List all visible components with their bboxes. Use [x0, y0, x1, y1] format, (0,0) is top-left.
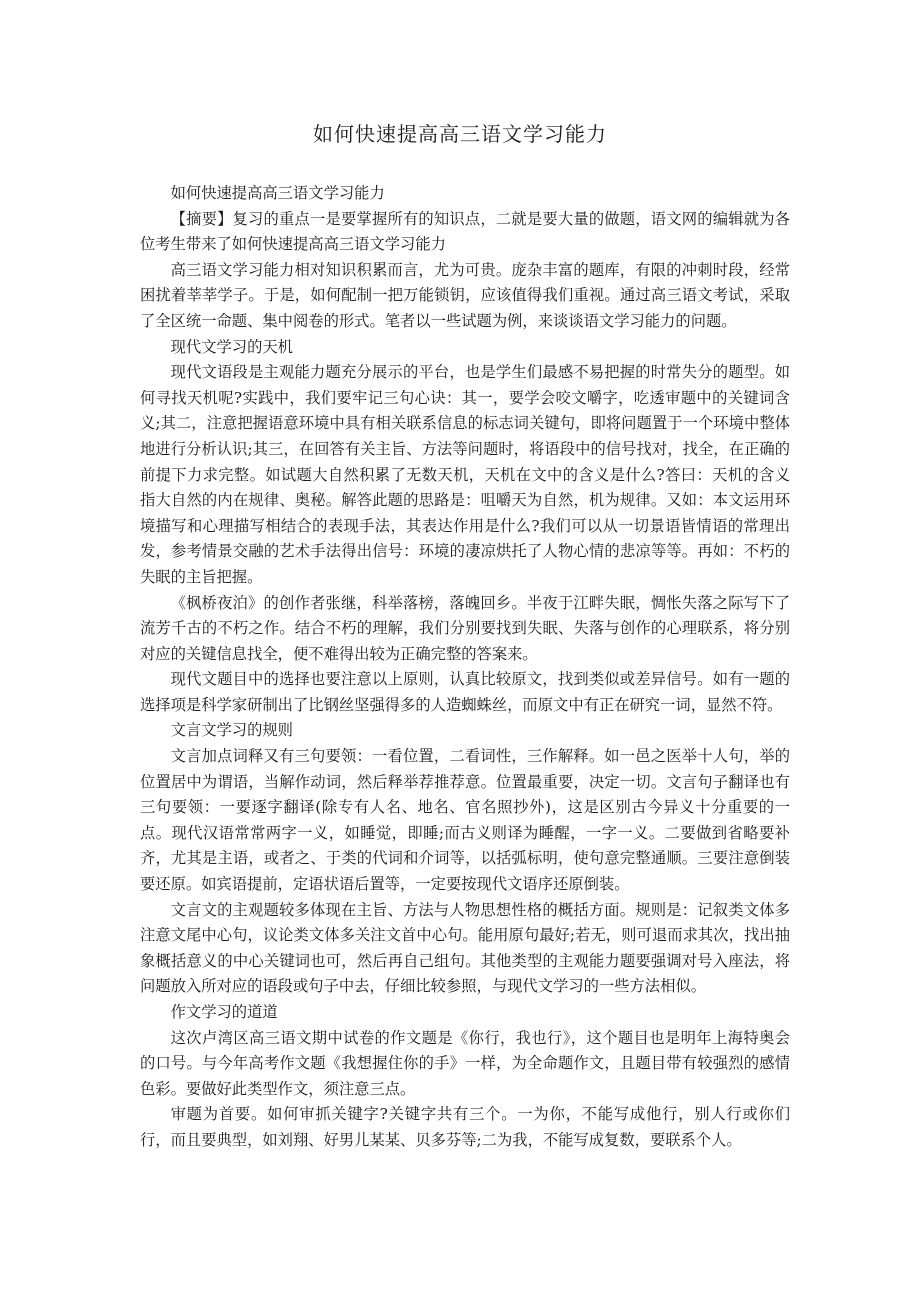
body-paragraph: 《枫桥夜泊》的创作者张继，科举落榜，落魄回乡。半夜于江畔失眠，惆怅失落之际写下了流芳千古的不朽之作。结合不朽的理解，我们分别要找到失眠、失落与创作的心理联系，将分别对应的关键信息找全，便不难得出较为正确完整的答案来。 — [140, 593, 790, 663]
body-paragraph: 现代文语段是主观能力题充分展示的平台，也是学生们最感不易把握的时常失分的题型。如何寻找天机呢?实践中，我们要牢记三句心诀：其一，要学会咬文嚼字，吃透审题中的关键词含义;其二，注意把握语意环境中具有相关联系信息的标志词关键句，即将问题置于一个环境中整体地进行分析认识;其三，在回答有关主旨、方法等问题时，将语段中的信号找对，找全，在正确的前提下力求完整。如试题大自然积累了无数天机，天机在文中的含义是什么?答曰：天机的含义指大自然的内在规律、奥秘。解答此题的思路是：咀嚼天为自然，机为规律。又如：本文运用环境描写和心理描写相结合的表现手法，其表达作用是什么?我们可以从一切景语皆情语的常理出发，参考情景交融的艺术手法得出信号：环境的凄凉烘托了人物心情的悲凉等等。再如：不朽的失眠的主旨把握。 — [140, 363, 790, 586]
subtitle-paragraph: 如何快速提高高三语文学习能力 — [170, 184, 385, 202]
body-paragraph: 文言文的主观题较多体现在主旨、方法与人物思想性格的概括方面。规则是：记叙类文体多注意文尾中心句，议论类文体多关注文首中心句。能用原句最好;若无，则可退而求其次，找出抽象概括意义的中心关键词也可，然后再自己组句。其他类型的主观能力题要强调对号入座法，将问题放入所对应的语段或句子中去，仔细比较参照，与现代文学习的一些方法相似。 — [140, 900, 790, 996]
section-heading-writing: 作文学习的道道 — [170, 1003, 278, 1021]
body-paragraph: 审题为首要。如何审抓关键字?关键字共有三个。一为你，不能写成他行，别人行或你们行，而且要典型，如刘翔、好男儿某某、贝多芬等;二为我，不能写成复数，要联系个人。 — [140, 1105, 790, 1149]
section-heading-classical: 文言文学习的规则 — [170, 721, 293, 740]
body-paragraph: 文言加点词释又有三句要领：一看位置，二看词性，三作解释。如一邑之医举十人句，举的位置居中为谓语，当解作动词，然后释举荐推荐意。位置最重要，决定一切。文言句子翻译也有三句要领：一要逐字翻译(除专有人名、地名、官名照抄外)，这是区别古今异义十分重要的一点。现代汉语常常两字一义，如睡觉，即睡;而古义则译为睡醒，一字一义。二要做到省略要补齐，尤其是主语，或者之、于类的代词和介词等，以括弧标明，使句意完整通顺。三要注意倒装要还原。如宾语提前，定语状语后置等，一定要按现代文语序还原倒装。 — [140, 747, 790, 894]
body-paragraph: 现代文题目中的选择也要注意以上原则，认真比较原文，找到类似或差异信号。如有一题的选择项是科学家研制出了比钢丝坚强得多的人造蜘蛛丝，而原文中有正在研究一词，显然不符。 — [140, 670, 790, 714]
document-body — [140, 181, 790, 1154]
document-title: 如何快速提高高三语文学习能力 — [313, 122, 607, 146]
intro-paragraph: 高三语文学习能力相对知识积累而言，尤为可贵。庞杂丰富的题库，有限的冲刺时段，经常困扰着莘莘学子。于是，如何配制一把万能锁钥，应该值得我们重视。通过高三语文考试，采取了全区统一命题、集中阅卷的形式。笔者以一些试题为例，来谈谈语文学习能力的问题。 — [140, 260, 790, 330]
body-paragraph: 这次卢湾区高三语文期中试卷的作文题是《你行，我也行》，这个题目也是明年上海特奥会的口号。与今年高考作文题《我想握住你的手》一样，为全命题作文，且题目带有较强烈的感情色彩。要做好此类型作文，须注意三点。 — [140, 1028, 790, 1098]
abstract-paragraph: 【摘要】复习的重点一是要掌握所有的知识点，二就是要大量的做题，语文网的编辑就为各位考生带来了如何快速提高高三语文学习能力 — [140, 209, 790, 254]
section-heading-modern: 现代文学习的天机 — [170, 337, 293, 356]
